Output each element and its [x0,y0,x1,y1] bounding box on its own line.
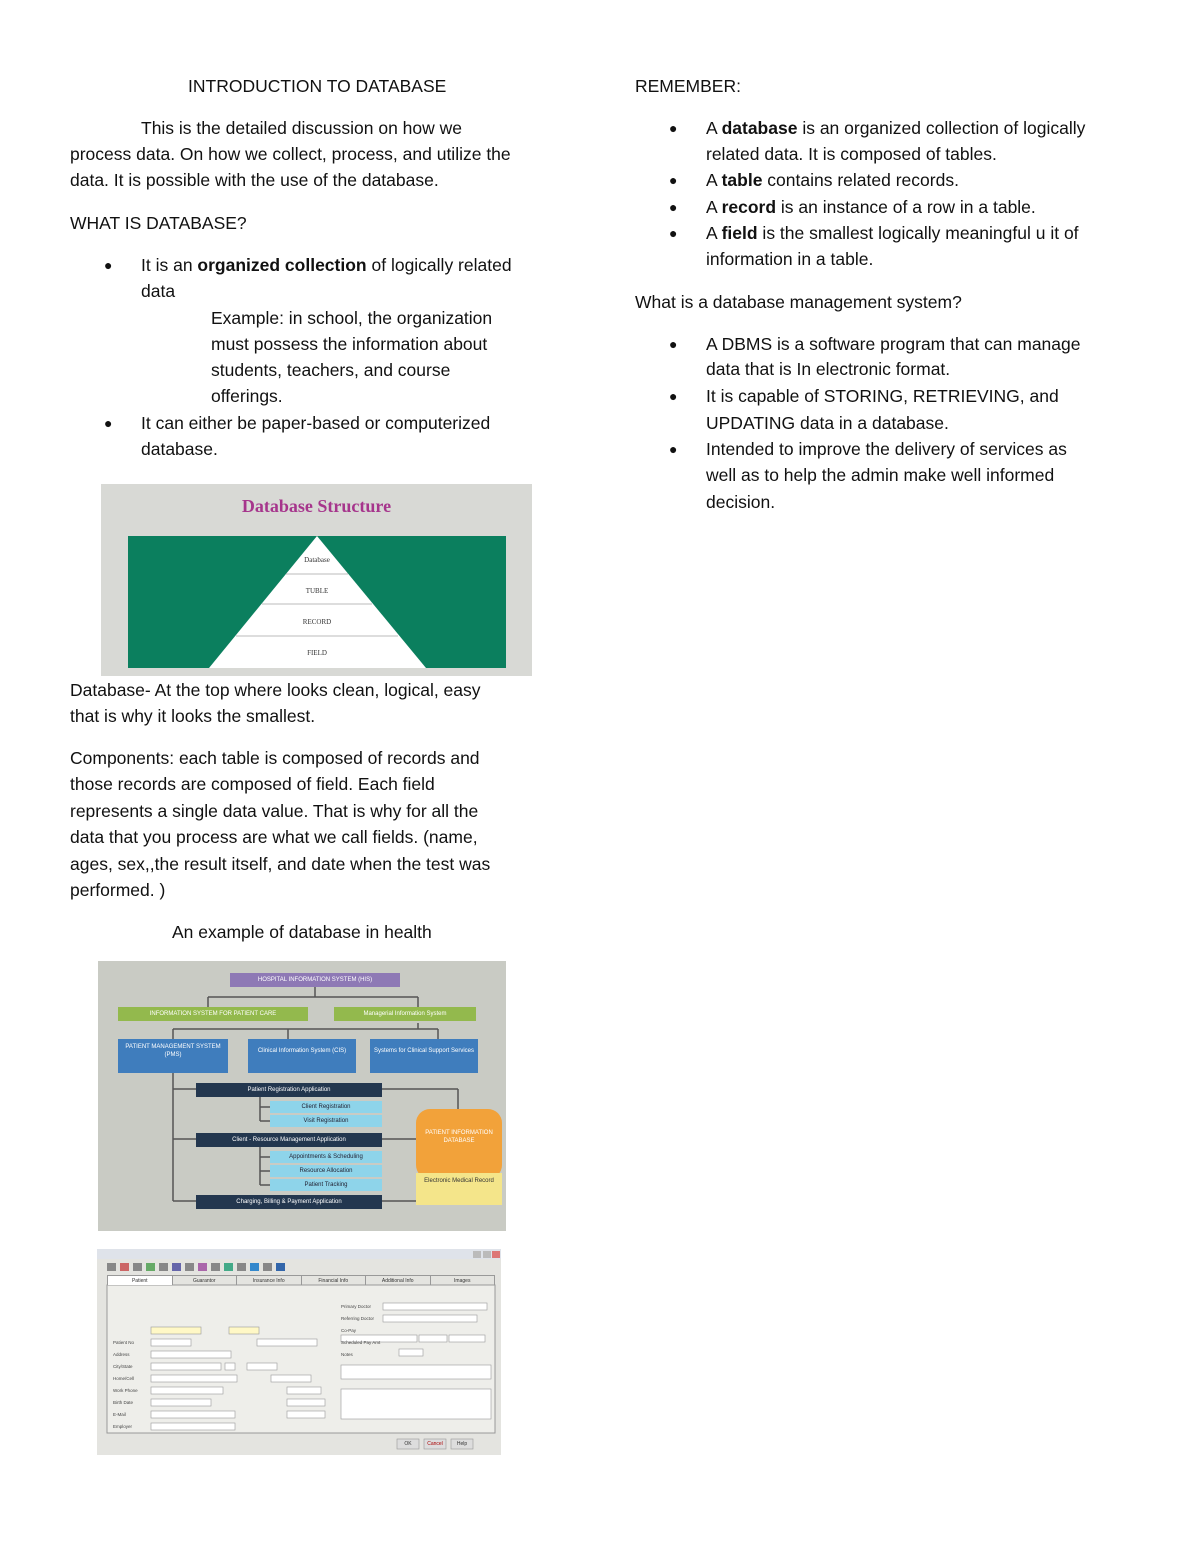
intro-line-1: This is the detailed discussion on how we [141,118,463,138]
tab-financial-info[interactable]: Financial Info [302,1275,367,1285]
components-line-5: ages, sex,,the result itself, and date when the test was [70,854,491,874]
dbms-bullet-1-line2: data that is In electronic format. [706,359,951,379]
bullet-icon: ● [669,441,678,457]
dbms-heading: What is a database management system? [635,292,962,312]
dbms-bullet-2: It is capable of STORING, RETRIEVING, and [706,386,1059,406]
tab-images[interactable]: Images [431,1275,496,1285]
bullet-icon: ● [669,225,678,241]
remember-table: A table contains related records. [706,170,959,190]
remember-database-line2: related data. It is composed of tables. [706,144,997,164]
bullet-organized-collection-line2: data [141,281,176,301]
tab-insurance-info[interactable]: Insurance Info [237,1275,302,1285]
label-birth-date: Birth Date [113,1400,134,1405]
patient-tracking-box: Patient Tracking [270,1179,382,1191]
components-line-3: represents a single data value. That is why for all the [70,801,479,821]
label-co-pay: Co-Pay [341,1328,357,1333]
label-address: Address [113,1352,130,1357]
his-title-box: HOSPITAL INFORMATION SYSTEM (HIS) [230,973,400,987]
label-referring-doctor: Referring Doctor [341,1316,375,1321]
label-home-cell: Home/Cell [113,1376,135,1381]
cis-box: Clinical Information System (CIS) [248,1039,356,1073]
patient-form-screenshot [97,1249,501,1455]
intro-line-3: data. It is possible with the use of the database. [70,170,439,190]
patient-registration-box: Patient Registration Application [196,1083,382,1097]
label-employer: Employer [113,1424,133,1429]
remember-database: A database is an organized collection of logically [706,118,1086,138]
cancel-button[interactable]: Cancel [427,1441,443,1447]
emr-box: Electronic Medical Record [424,1178,494,1184]
resource-allocation-box: Resource Allocation [270,1165,382,1177]
ok-button[interactable]: OK [404,1441,412,1447]
components-line-6: performed. ) [70,880,166,900]
example-line-3: students, teachers, and course [211,360,451,380]
form-right-labels [341,1301,380,1361]
charging-billing-box: Charging, Billing & Payment Application [196,1195,382,1209]
database-structure-figure [101,484,532,676]
dbms-bullet-3-line2: well as to help the admin make well informed [706,465,1055,485]
dbms-bullet-3-line3: decision. [706,492,776,512]
client-registration-box: Client Registration [270,1101,382,1113]
bullet-organized-collection: It is an organized collection of logically related [141,255,512,275]
level-field: FIELD [307,649,327,657]
remember-field: A field is the smallest logically meaningful u it of [706,223,1079,243]
tab-additional-info[interactable]: Additional Info [366,1275,431,1285]
form-tab-bar [107,1275,495,1285]
bullet-icon: ● [669,199,678,215]
example-caption: An example of database in health [172,922,432,942]
remember-record: A record is an instance of a row in a table. [706,197,1036,217]
components-line-4: data that you process are what we call fields. (name, [70,827,478,847]
level-record: RECORD [302,618,332,626]
managerial-box: Managerial Information System [334,1007,476,1021]
form-left-labels [113,1337,138,1433]
hospital-information-system-figure [98,961,506,1231]
bullet-paper-based-line2: database. [141,439,218,459]
label-primary-doctor: Primary Doctor [341,1304,372,1309]
visit-registration-box: Visit Registration [270,1115,382,1127]
example-line-1: Example: in school, the organization [211,308,493,328]
dbms-bullet-2-line2: UPDATING data in a database. [706,413,949,433]
level-table: TUBLE [305,587,329,595]
bullet-icon: ● [104,415,113,431]
tab-patient[interactable]: Patient [107,1275,173,1285]
database-desc-line-2: that is why it looks the smallest. [70,706,316,726]
example-line-2: must possess the information about [211,334,488,354]
label-notes: Notes [341,1352,353,1357]
components-line-2: those records are composed of field. Each field [70,774,435,794]
bullet-icon: ● [669,336,678,352]
remember-heading: REMEMBER: [635,76,741,96]
dbms-bullet-3: Intended to improve the delivery of services as [706,439,1067,459]
label-work-phone: Work Phone [113,1388,138,1393]
resource-management-box: Client - Resource Management Application [196,1133,382,1147]
tab-guarantor[interactable]: Guarantor [173,1275,238,1285]
label-city-state: City/State [113,1364,133,1369]
figure-title: Database Structure [241,496,392,516]
components-line-1: Components: each table is composed of records and [70,748,480,768]
appointments-box: Appointments & Scheduling [270,1151,382,1163]
label-scheduled-pay: Scheduled Pay Amt [341,1340,381,1345]
clinical-support-box: Systems for Clinical Support Services [370,1039,478,1073]
label-email: E-Mail [113,1412,126,1417]
patient-care-box: INFORMATION SYSTEM FOR PATIENT CARE [118,1007,308,1021]
database-desc-line-1: Database- At the top where looks clean, logical, easy [70,680,481,700]
remember-field-line2: information in a table. [706,249,874,269]
level-database: Database [304,556,330,564]
bullet-icon: ● [669,172,678,188]
patient-database-box: PATIENT INFORMATION DATABASE [425,1130,493,1144]
bullet-icon: ● [669,388,678,404]
what-is-database-heading: WHAT IS DATABASE? [70,213,247,233]
bullet-icon: ● [104,257,113,273]
dbms-bullet-1: A DBMS is a software program that can manage [706,334,1081,354]
help-button[interactable]: Help [456,1441,468,1447]
page-title: INTRODUCTION TO DATABASE [188,76,447,96]
example-line-4: offerings. [211,386,283,406]
pms-box: PATIENT MANAGEMENT SYSTEM (PMS) [118,1039,228,1073]
label-patient-no: Patient No [113,1340,135,1345]
pyramid-diagram [101,484,532,676]
bullet-paper-based: It can either be paper-based or computerized [141,413,491,433]
intro-line-2: process data. On how we collect, process, and utilize the [70,144,511,164]
bullet-icon: ● [669,120,678,136]
